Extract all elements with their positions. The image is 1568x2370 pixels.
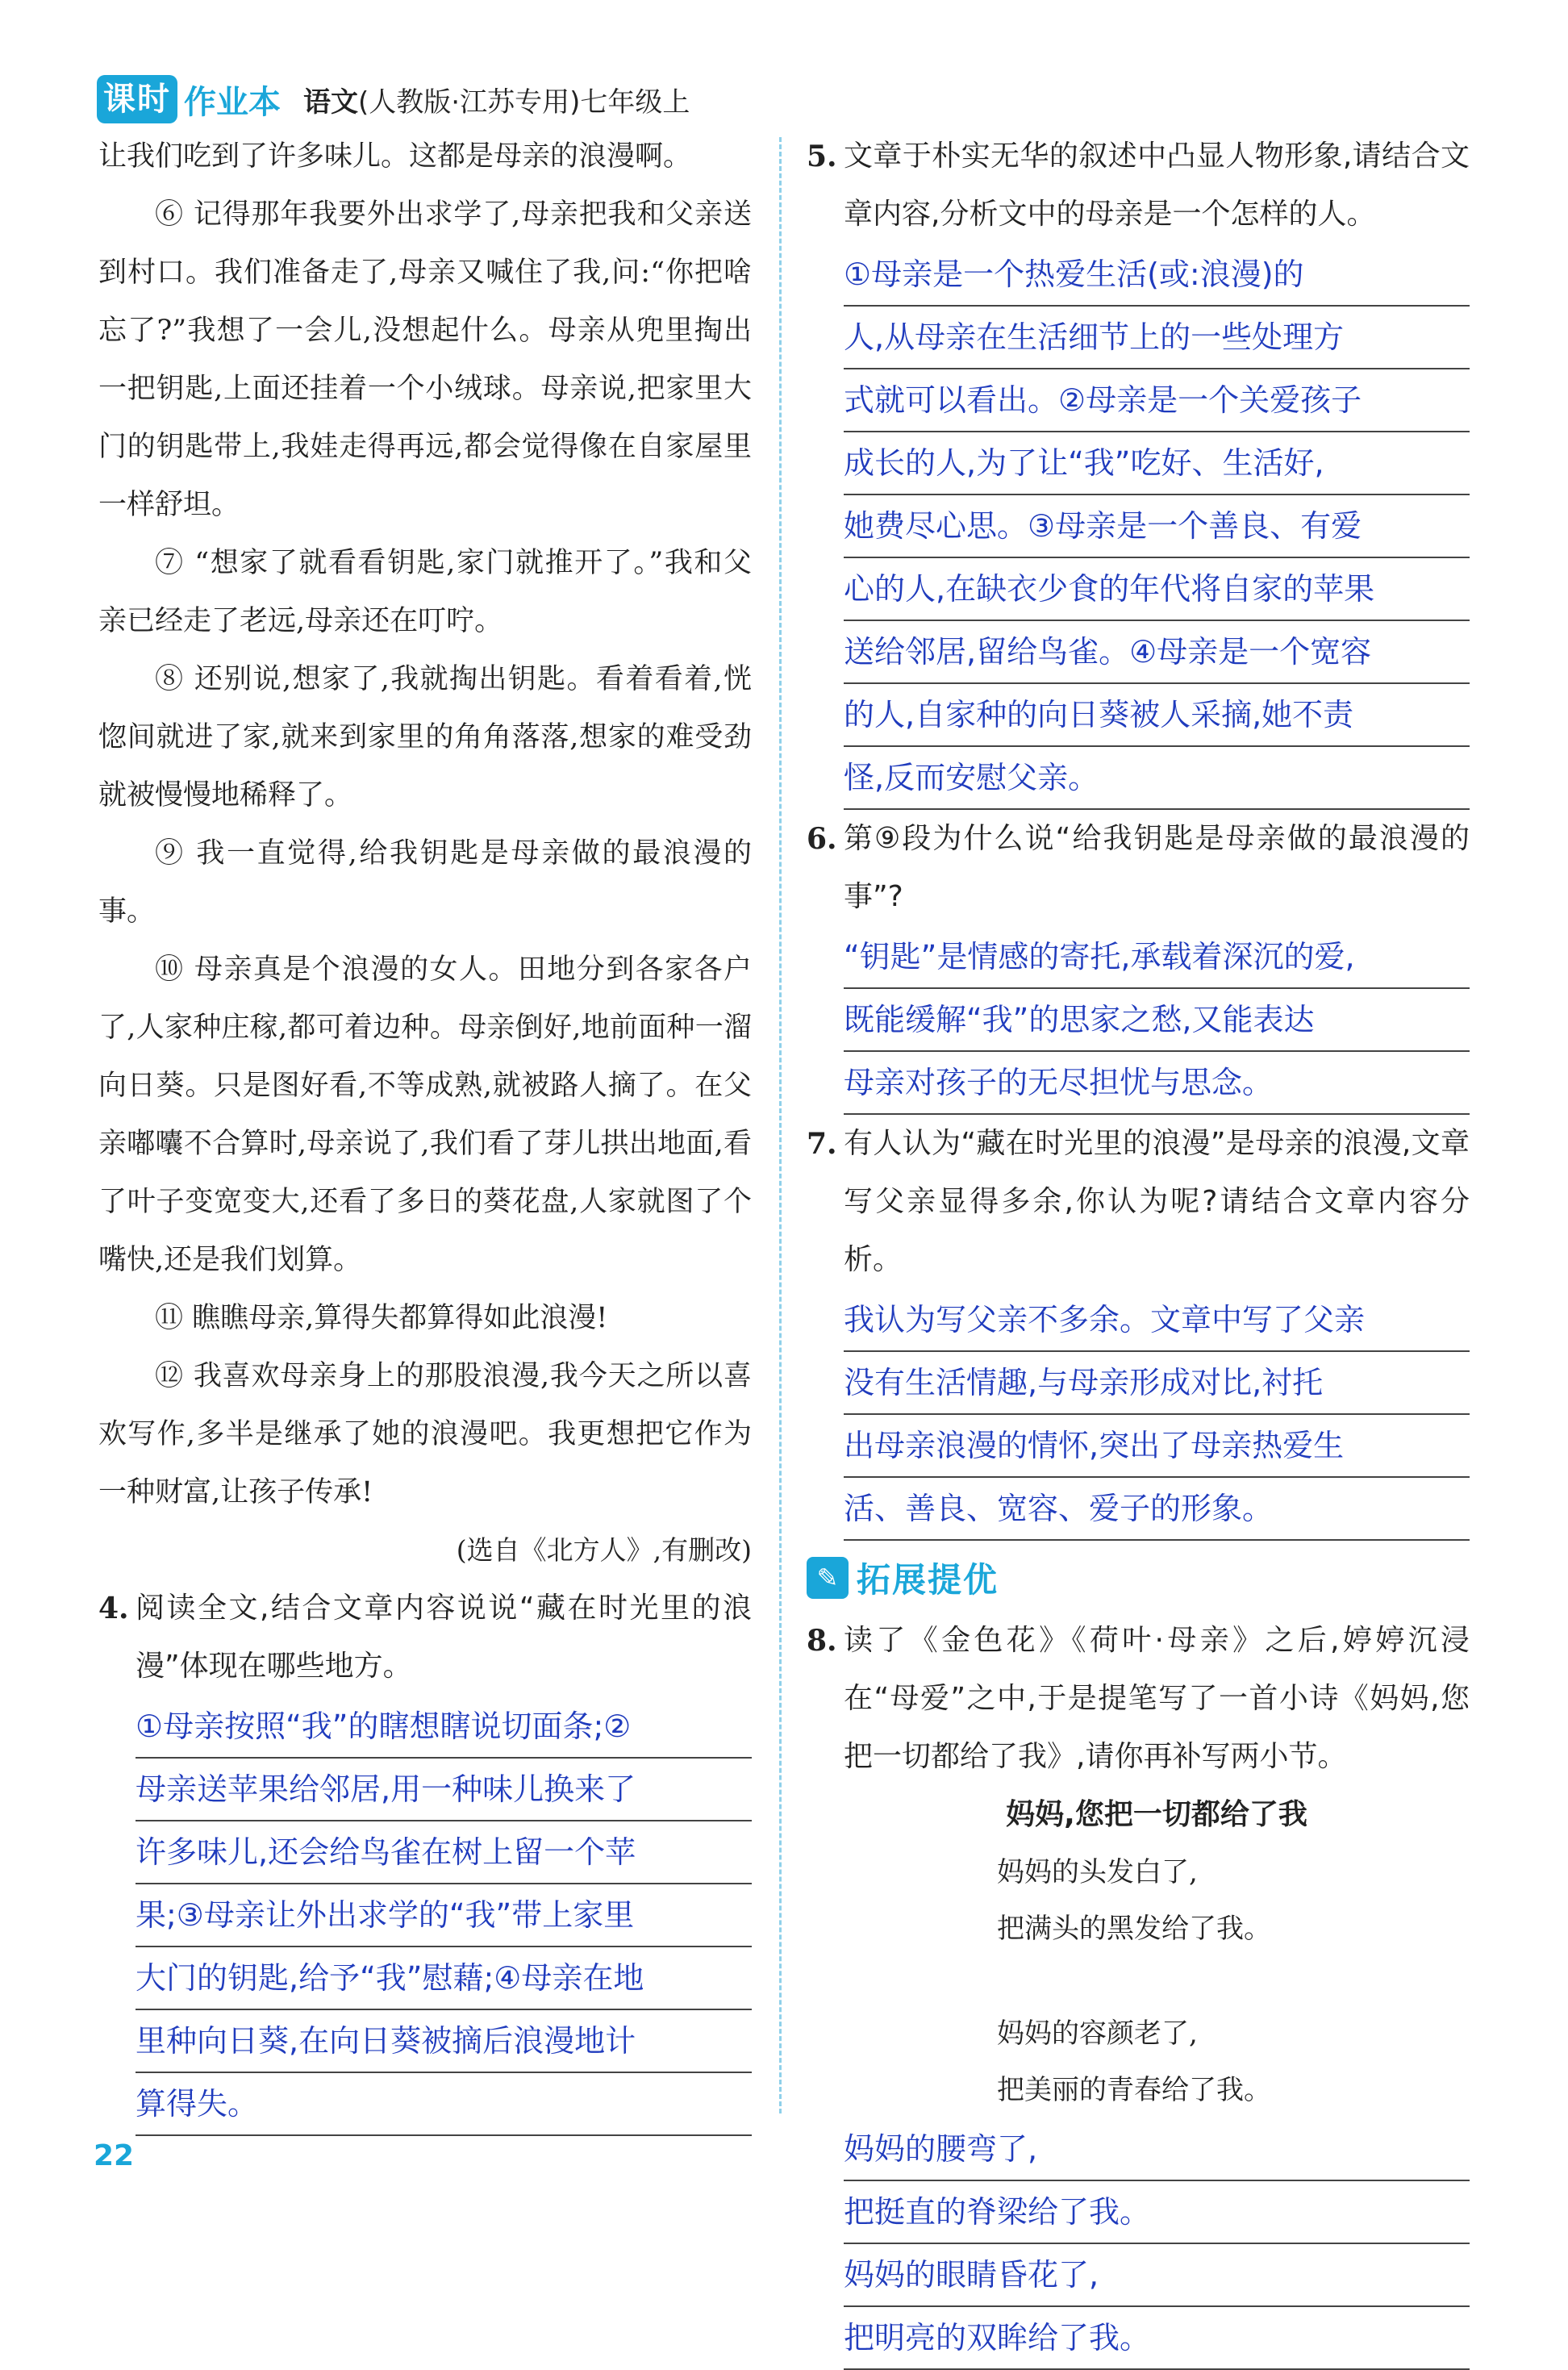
column-divider <box>779 137 782 2113</box>
answer-line: 把挺直的脊梁给了我。 <box>844 2181 1470 2244</box>
answer-line: 果;③母亲让外出求学的“我”带上家里 <box>136 1884 752 1947</box>
answer-line: “钥匙”是情感的寄托,承载着深沉的爱, <box>844 926 1470 989</box>
passage-paragraph-5-end: 让我们吃到了许多味儿。这都是母亲的浪漫啊。 <box>98 140 692 173</box>
answer-7 <box>844 1289 1470 1541</box>
answer-6 <box>844 926 1470 1115</box>
passage-paragraph-12: ⑫ 我喜欢母亲身上的那股浪漫,我今天之所以喜欢写作,多半是继承了她的浪漫吧。我更想把它作为一种财富,让孩子传承! <box>98 1360 752 1508</box>
question-5 <box>807 127 1470 244</box>
answer-line: 的人,自家种的向日葵被人采摘,她不责 <box>844 684 1470 747</box>
passage-source: (选自《北方人》,有删改) <box>456 1534 752 1566</box>
passage-paragraph-8: ⑧ 还别说,想家了,我就掏出钥匙。看着看着,恍惚间就进了家,就来到家里的角角落落,想家的难受劲就被慢慢地稀释了。 <box>98 663 752 812</box>
answer-line: 母亲送苹果给邻居,用一种味儿换来了 <box>136 1759 752 1821</box>
subject-name: 语文 <box>303 86 358 119</box>
series-logo-text: 作业本 <box>184 83 281 121</box>
answer-line: 出母亲浪漫的情怀,突出了母亲热爱生 <box>844 1415 1470 1478</box>
question-number: 6. <box>807 822 837 856</box>
poem-line: 妈妈的容颜老了, <box>997 2017 1198 2050</box>
answer-line: 把明亮的双眸给了我。 <box>844 2307 1470 2370</box>
answer-line: 心的人,在缺衣少食的年代将自家的苹果 <box>844 558 1470 621</box>
answer-8 <box>844 2118 1470 2370</box>
answer-line: 没有生活情趣,与母亲形成对比,衬托 <box>844 1352 1470 1415</box>
question-number: 7. <box>807 1127 837 1161</box>
question-4 <box>98 1579 752 1696</box>
answer-line: 她费尽心思。③母亲是一个善良、有爱 <box>844 495 1470 558</box>
answer-line: 式就可以看出。②母亲是一个关爱孩子 <box>844 369 1470 432</box>
edition-info: (人教版·江苏专用)七年级上 <box>358 86 690 119</box>
question-8 <box>807 1612 1470 1786</box>
question-number: 5. <box>807 140 837 173</box>
passage-paragraph-7: ⑦ “想家了就看看钥匙,家门就推开了。”我和父亲已经走了老远,母亲还在叮咛。 <box>98 547 752 637</box>
pencil-icon: ✎ <box>807 1557 849 1599</box>
page-number: 22 <box>94 2139 135 2172</box>
answer-line: 人,从母亲在生活细节上的一些处理方 <box>844 307 1470 369</box>
answer-line: ①母亲是一个热爱生活(或:浪漫)的 <box>844 244 1470 307</box>
answer-line: ①母亲按照“我”的瞎想瞎说切面条;② <box>136 1696 752 1759</box>
question-7 <box>807 1115 1470 1289</box>
passage-paragraph-10: ⑩ 母亲真是个浪漫的女人。田地分到各家各户了,人家种庄稼,都可着边种。母亲倒好,地前面种一溜向日葵。只是图好看,不等成熟,就被路人摘了。在父亲嘟囔不合算时,母亲说了,我们看了芽儿拱出地面,看了叶子变宽变大,还看了多日的葵花盘,人家就图了个嘴快,还是我们划算。 <box>98 953 752 1276</box>
answer-line: 怪,反而安慰父亲。 <box>844 747 1470 810</box>
answer-4 <box>136 1696 752 2136</box>
answer-line: 许多味儿,还会给鸟雀在树上留一个苹 <box>136 1821 752 1884</box>
poem-line: 把美丽的青春给了我。 <box>997 2074 1271 2106</box>
question-number: 4. <box>98 1592 129 1625</box>
right-column <box>807 127 1470 2370</box>
answer-line: 妈妈的腰弯了, <box>844 2118 1470 2181</box>
passage-paragraph-11: ⑪ 瞧瞧母亲,算得失都算得如此浪漫! <box>155 1302 608 1334</box>
passage-paragraph-9: ⑨ 我一直觉得,给我钥匙是母亲做的最浪漫的事。 <box>98 837 752 928</box>
answer-line: 送给邻居,留给鸟雀。④母亲是一个宽容 <box>844 621 1470 684</box>
question-number: 8. <box>807 1624 837 1658</box>
poem-title: 妈妈,您把一切都给了我 <box>1006 1798 1307 1831</box>
answer-line: 我认为写父亲不多余。文章中写了父亲 <box>844 1289 1470 1352</box>
question-text: 文章于朴实无华的叙述中凸显人物形象,请结合文章内容,分析文中的母亲是一个怎样的人。 <box>844 140 1470 231</box>
answer-line: 既能缓解“我”的思家之愁,又能表达 <box>844 989 1470 1052</box>
subject-info <box>303 80 690 119</box>
answer-line: 算得失。 <box>136 2073 752 2136</box>
section-title: 拓展提优 <box>857 1560 999 1600</box>
question-6 <box>807 810 1470 926</box>
page-header <box>97 71 690 127</box>
answer-line: 活、善良、宽容、爱子的形象。 <box>844 1478 1470 1541</box>
series-logo: 课时 <box>97 75 177 123</box>
answer-5 <box>844 244 1470 810</box>
section-heading <box>807 1554 1470 1602</box>
answer-line: 里种向日葵,在向日葵被摘后浪漫地计 <box>136 2010 752 2073</box>
poem-line: 妈妈的头发白了, <box>997 1856 1198 1888</box>
passage-paragraph-6: ⑥ 记得那年我要外出求学了,母亲把我和父亲送到村口。我们准备走了,母亲又喊住了我,问:“你把啥忘了?”我想了一会儿,没想起什么。母亲从兜里掏出一把钥匙,上面还挂着一个小绒球。母亲说,把家里大门的钥匙带上,我娃走得再远,都会觉得像在自家屋里一样舒坦。 <box>98 198 752 521</box>
left-column <box>98 127 752 2136</box>
question-text: 读了《金色花》《荷叶·母亲》之后,婷婷沉浸在“母爱”之中,于是提笔写了一首小诗《妈妈,您把一切都给了我》,请你再补写两小节。 <box>844 1624 1470 1773</box>
poem-line: 把满头的黑发给了我。 <box>997 1913 1271 1945</box>
answer-line: 成长的人,为了让“我”吃好、生活好, <box>844 432 1470 495</box>
answer-line: 母亲对孩子的无尽担忧与思念。 <box>844 1052 1470 1115</box>
stanza-gap <box>807 1957 1470 2005</box>
question-text: 第⑨段为什么说“给我钥匙是母亲做的最浪漫的事”? <box>844 822 1470 913</box>
answer-line: 妈妈的眼睛昏花了, <box>844 2244 1470 2307</box>
answer-line: 大门的钥匙,给予“我”慰藉;④母亲在地 <box>136 1947 752 2010</box>
question-text: 阅读全文,结合文章内容说说“藏在时光里的浪漫”体现在哪些地方。 <box>136 1592 752 1683</box>
question-text: 有人认为“藏在时光里的浪漫”是母亲的浪漫,文章写父亲显得多余,你认为呢?请结合文章内容分析。 <box>844 1127 1470 1276</box>
